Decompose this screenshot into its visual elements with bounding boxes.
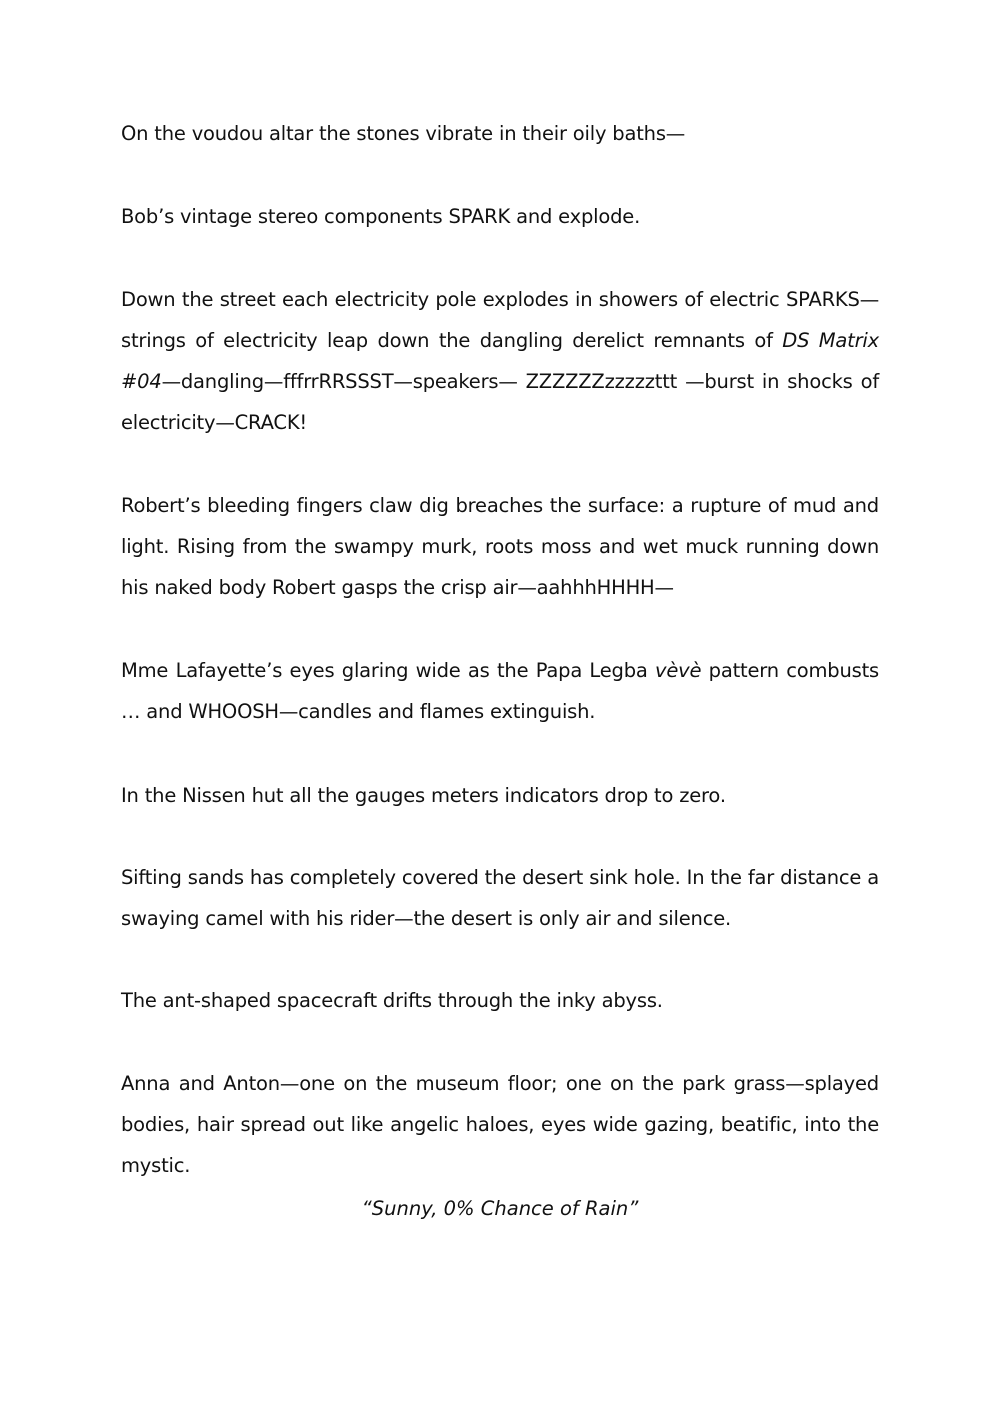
paragraph-robert-rising: Robert’s bleeding fingers claw dig breaches the surface: a rupture of mud and light. Rising from the swampy murk, roots moss and wet muck running down his naked body Robert gasps the crisp air—aahhhHHHH— bbox=[121, 494, 879, 599]
paragraph-stereo: Bob’s vintage stereo components SPARK and explode. bbox=[121, 205, 641, 228]
paragraph-nissen-hut: In the Nissen hut all the gauges meters indicators drop to zero. bbox=[121, 784, 726, 807]
paragraph-anna-anton: Anna and Anton—one on the museum floor; one on the park grass—splayed bodies, hair spread out like angelic haloes, eyes wide gazing, beatific, into the mystic. bbox=[121, 1072, 879, 1177]
paragraph-mme-lafayette bbox=[121, 650, 879, 732]
paragraph-mme-lafayette-text-a: Mme Lafayette’s eyes glaring wide as the Papa Legba bbox=[121, 659, 656, 682]
closing-line: “Sunny, 0% Chance of Rain” bbox=[361, 1197, 639, 1220]
ds-matrix-title: DS Matrix #04 bbox=[121, 329, 879, 393]
paragraph-spacecraft: The ant-shaped spacecraft drifts through the inky abyss. bbox=[121, 989, 663, 1012]
veve-word: vèvè bbox=[655, 659, 702, 682]
paragraph-electricity-pole-text-b: —dangling—fffrrRRSSST—speakers— ZZZZZZzzzzzttt —burst in shocks of electricity—CRACK! bbox=[121, 370, 879, 434]
paragraph-mme-lafayette-text-b: pattern combusts … and WHOOSH—candles and flames extinguish. bbox=[121, 659, 879, 723]
paragraph-desert: Sifting sands has completely covered the desert sink hole. In the far distance a swaying camel with his rider—the desert is only air and silence. bbox=[121, 866, 879, 930]
document-page bbox=[121, 0, 879, 1414]
paragraph-voudou-altar: On the voudou altar the stones vibrate in their oily baths— bbox=[121, 122, 686, 145]
paragraph-electricity-pole-text-a: Down the street each electricity pole explodes in showers of electric SPARKS—strings of electricity leap down the dangling derelict remnants of bbox=[121, 288, 879, 352]
paragraph-electricity-pole bbox=[121, 279, 879, 443]
